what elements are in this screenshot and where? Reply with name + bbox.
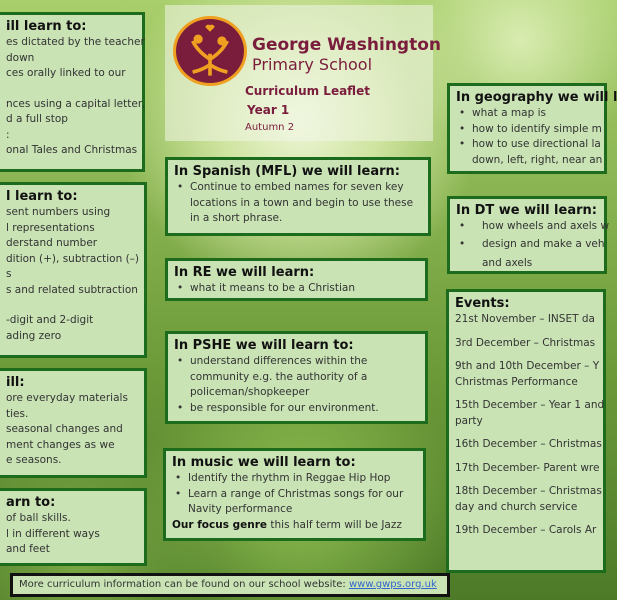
line: e seasons.: [6, 454, 62, 466]
term: Autumn 2: [245, 122, 295, 133]
section-title: arn to:: [6, 495, 56, 510]
focus-text: this half term will be Jazz: [267, 518, 402, 531]
list-item: • what it means to be a Christian: [174, 281, 419, 297]
line: ading zero: [6, 329, 62, 342]
event-item: 19th December – Carols Ar: [455, 524, 597, 536]
line: down: [6, 51, 35, 64]
section-title: ill learn to:: [6, 19, 87, 34]
line: -digit and 2-digit: [6, 314, 94, 326]
header-panel: [165, 5, 442, 141]
section-title: ill:: [6, 375, 25, 390]
list-item: • what a map is: [456, 106, 598, 122]
line: dition (+), subtraction (–): [6, 252, 140, 265]
line: es dictated by the teacher: [6, 36, 145, 48]
focus-label: Our focus genre: [172, 518, 268, 531]
list-item: • Continue to embed names for seven key locations in a town and begin to use these in a short phrase.: [174, 180, 422, 227]
line: l representations: [6, 221, 95, 234]
website-link[interactable]: www.gwps.org.uk: [348, 579, 437, 590]
line: ties.: [6, 407, 29, 420]
spanish-box: [165, 157, 431, 236]
line: ment changes as we: [6, 438, 115, 451]
school-logo-icon: [173, 16, 247, 86]
event-item: 15th December – Year 1 and party: [455, 399, 605, 427]
dt-title: In DT we will learn:: [456, 203, 597, 218]
year-group: Year 1: [247, 103, 290, 117]
line: derstand number: [6, 237, 98, 249]
footer: [10, 573, 450, 597]
list-item: • be responsible for our environment.: [174, 401, 419, 417]
pshe-title: In PSHE we will learn to:: [174, 338, 354, 353]
music-box: [163, 448, 426, 541]
pe-box: [0, 488, 147, 566]
re-title: In RE we will learn:: [174, 265, 315, 280]
list-item: • how to identify simple m: [456, 122, 598, 138]
section-title: l learn to:: [6, 189, 78, 204]
list-item: • how wheels and axels w: [456, 219, 598, 235]
events-title: Events:: [455, 296, 510, 311]
dt-box: [447, 196, 610, 274]
event-item: 18th December – Christmas day and church service: [455, 485, 602, 513]
school-type: Primary School: [252, 55, 373, 74]
line: ore everyday materials: [6, 392, 128, 404]
line: s: [6, 268, 12, 280]
line: onal Tales and Christmas: [6, 144, 138, 156]
list-item-cont: down, left, right, near an: [472, 153, 603, 166]
line: l in different ways: [6, 527, 100, 540]
line: nces using a capital letter,: [6, 97, 146, 110]
event-item: 17th December- Parent wre: [455, 461, 600, 474]
list-item-cont: and axels: [482, 256, 533, 269]
line: ces orally linked to our: [6, 67, 126, 79]
maths-box: [0, 182, 147, 358]
footer-text: More curriculum information can be found on our school website:: [19, 579, 349, 590]
event-item: 16th December – Christmas: [455, 438, 602, 450]
list-item: • how to use directional la: [456, 137, 598, 153]
list-item: • design and make a veh: [456, 235, 598, 254]
event-item: 3rd December – Christmas: [455, 336, 596, 349]
event-item: 21st November – INSET da: [455, 313, 595, 325]
line: d a full stop: [6, 113, 68, 125]
science-box: [0, 368, 147, 478]
line: [6, 82, 136, 97]
line: [6, 298, 138, 313]
line: seasonal changes and: [6, 423, 123, 435]
line: s and related subtraction: [6, 283, 138, 296]
line: sent numbers using: [6, 206, 111, 218]
music-title: In music we will learn to:: [172, 455, 356, 470]
list-item: • Identify the rhythm in Reggae Hip Hop: [172, 471, 417, 487]
geography-box: [447, 83, 617, 174]
pshe-box: [165, 331, 428, 424]
list-item: • understand differences within the community e.g. the authority of a policeman/shopkeeper: [174, 354, 419, 401]
list-item: • Learn a range of Christmas songs for our Navity performance: [172, 487, 417, 518]
line: :: [6, 128, 10, 141]
line: and feet: [6, 543, 50, 555]
event-item: 9th and 10th December – Y Christmas Performance: [455, 360, 600, 388]
leaflet-title: Curriculum Leaflet: [245, 84, 370, 98]
line: of ball skills.: [6, 512, 71, 524]
events-box: [446, 289, 606, 573]
school-name: George Washington: [252, 35, 442, 55]
re-box: [165, 258, 428, 301]
english-box: [0, 12, 145, 172]
geography-title: In geography we will l: [456, 90, 617, 105]
spanish-title: In Spanish (MFL) we will learn:: [174, 164, 400, 179]
